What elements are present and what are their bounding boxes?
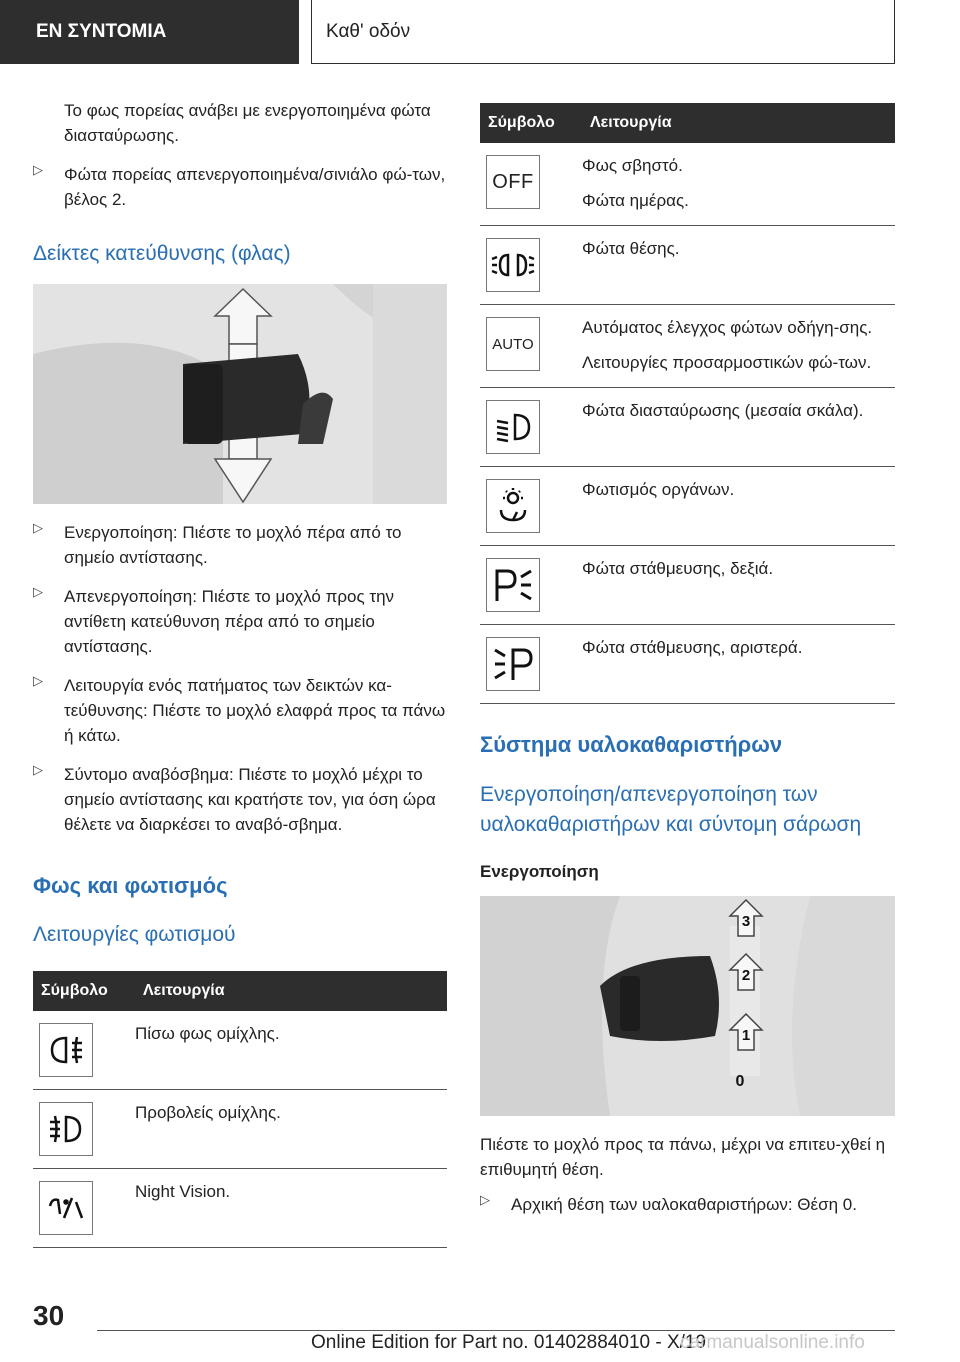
function-text: Φώτα διασταύρωσης (μεσαία σκάλα). xyxy=(582,401,864,420)
table-row xyxy=(480,388,895,467)
list-item xyxy=(33,584,447,659)
turn-signal-list xyxy=(33,520,447,837)
table-row xyxy=(480,546,895,625)
off-icon xyxy=(486,155,540,209)
instrument-lighting-icon xyxy=(486,479,540,533)
parking-light-right-icon xyxy=(486,558,540,612)
function-text: Πίσω φως ομίχλης. xyxy=(135,1024,280,1043)
watermark: carmanualsonline.info xyxy=(680,1332,865,1353)
table-row xyxy=(480,226,895,305)
function-text: Φώτα θέσης. xyxy=(582,239,680,258)
night-vision-icon xyxy=(39,1181,93,1235)
symbol-column-header: Σύμβολο xyxy=(480,103,582,143)
light-functions-table xyxy=(33,971,447,1248)
table-row xyxy=(33,1169,447,1248)
list-item xyxy=(480,1192,895,1217)
function-text: Φώτα ημέρας. xyxy=(582,191,689,210)
bullet-text: Αρχική θέση των υαλοκαθαριστήρων: Θέση 0. xyxy=(511,1195,857,1214)
triangle-bullet-icon: ▷ xyxy=(33,673,43,688)
front-fog-light-icon xyxy=(39,1102,93,1156)
function-text: Φως σβηστό. xyxy=(582,156,683,175)
auto-lights-icon xyxy=(486,317,540,371)
bullet-text: Φώτα πορείας απενεργοποιημένα/σινιάλο φώ-των, βέλος 2. xyxy=(64,165,446,209)
wiper-position-2: 2 xyxy=(741,967,751,984)
light-heading: Φως και φωτισμός xyxy=(33,873,228,898)
table-row xyxy=(33,1011,447,1090)
bullet-text: Ενεργοποίηση: Πιέστε το μοχλό πέρα από το σημείο αντίστασης. xyxy=(64,523,402,567)
function-text: Φώτα στάθμευσης, δεξιά. xyxy=(582,559,774,578)
activation-label: Ενεργοποίηση xyxy=(480,862,599,881)
left-column xyxy=(33,98,447,1248)
section-title: ΕΝ ΣΥΝΤΟΜΙΑ xyxy=(36,21,167,42)
chapter-tab xyxy=(311,0,895,64)
turn-signal-lever-photo xyxy=(33,284,447,504)
turn-signal-heading: Δείκτες κατεύθυνσης (φλας) xyxy=(33,242,291,265)
bullet-text: Απενεργοποίηση: Πιέστε το μοχλό προς την αντίθετη κατεύθυνση πέρα από το σημείο αντίστασης. xyxy=(64,587,395,656)
wiper-position-0: 0 xyxy=(735,1073,745,1090)
function-text: Προβολείς ομίχλης. xyxy=(135,1103,281,1122)
footer-divider xyxy=(97,1330,895,1331)
right-column xyxy=(480,103,895,1217)
light-functions-subheading: Λειτουργίες φωτισμού xyxy=(33,923,236,946)
intro-paragraph: Το φως πορείας ανάβει με ενεργοποιημένα φώτα διασταύρωσης. xyxy=(64,101,431,145)
wiper-subheading: Ενεργοποίηση/απενεργοποίηση των υαλοκαθαριστήρων και σύντομη σάρωση xyxy=(480,783,862,836)
triangle-bullet-icon: ▷ xyxy=(33,584,43,599)
function-column-header: Λειτουργία xyxy=(582,103,895,143)
wiper-position-3: 3 xyxy=(741,913,751,930)
triangle-bullet-icon: ▷ xyxy=(480,1192,490,1207)
triangle-bullet-icon: ▷ xyxy=(33,520,43,535)
list-item xyxy=(33,520,447,570)
chapter-title: Καθ' οδόν xyxy=(326,20,411,42)
low-beam-icon xyxy=(486,400,540,454)
bullet-text: Λειτουργία ενός πατήματος των δεικτών κα-τεύθυνσης: Πιέστε το μοχλό ελαφρά προς τα πάνω ή κάτω. xyxy=(64,676,446,745)
off-icon-label: OFF xyxy=(492,170,534,193)
function-text: Λειτουργίες προσαρμοστικών φώ-των. xyxy=(582,353,872,372)
function-text: Φωτισμός οργάνων. xyxy=(582,480,735,499)
rear-fog-light-icon xyxy=(39,1023,93,1077)
table-row xyxy=(480,467,895,546)
edition-text: Online Edition for Part no. 01402884010 - X/19 xyxy=(311,1332,707,1353)
triangle-bullet-icon: ▷ xyxy=(33,762,43,777)
function-text: Αυτόματος έλεγχος φώτων οδήγη-σης. xyxy=(582,318,873,337)
section-tab xyxy=(0,0,299,64)
wiper-position-1: 1 xyxy=(741,1027,751,1044)
bullet-text: Σύντομο αναβόσβημα: Πιέστε το μοχλό μέχρι το σημείο αντίστασης και κρατήστε τον, για όση ώρα θέλετε να διαρκέσει το αναβό-σβημα. xyxy=(64,765,436,834)
list-item xyxy=(33,762,447,837)
symbol-column-header: Σύμβολο xyxy=(33,971,135,1011)
function-text: Night Vision. xyxy=(135,1182,231,1201)
table-header-row xyxy=(480,103,895,143)
wiper-lever-photo xyxy=(480,896,895,1116)
table-header-row xyxy=(33,971,447,1011)
table-row xyxy=(480,305,895,388)
table-row xyxy=(480,625,895,704)
function-text: Φώτα στάθμευσης, αριστερά. xyxy=(582,638,803,657)
table-row xyxy=(480,143,895,226)
triangle-bullet-icon: ▷ xyxy=(33,162,43,177)
list-item xyxy=(33,162,447,212)
table-row xyxy=(33,1090,447,1169)
parking-light-left-icon xyxy=(486,637,540,691)
page-number: 30 xyxy=(33,1300,65,1331)
list-item xyxy=(33,673,447,748)
function-column-header: Λειτουργία xyxy=(135,971,447,1011)
wiper-heading: Σύστημα υαλοκαθαριστήρων xyxy=(480,732,783,757)
wiper-paragraph: Πιέστε το μοχλό προς τα πάνω, μέχρι να επιτευ-χθεί η επιθυμητή θέση. xyxy=(480,1135,886,1179)
headlight-switch-table xyxy=(480,103,895,704)
parking-lights-icon xyxy=(486,238,540,292)
auto-icon-label: AUTO xyxy=(492,335,534,353)
